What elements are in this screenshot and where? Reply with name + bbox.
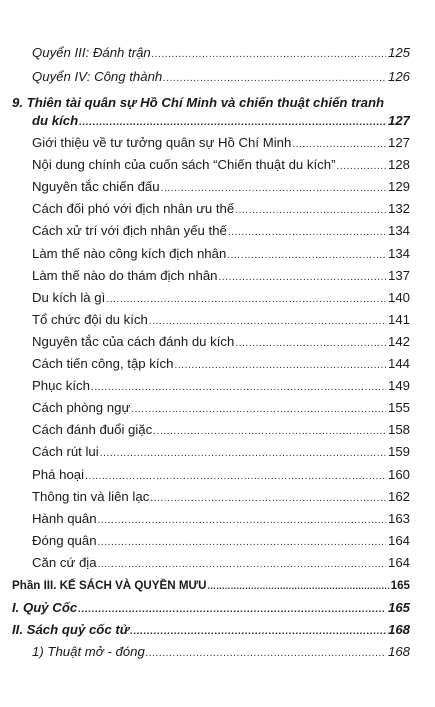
toc-entry-title: Nguyên tắc của cách đánh du kích [32,333,235,349]
toc-entry-title: Phần III. KẾ SÁCH VÀ QUYỀN MƯU [12,579,207,592]
toc-entry-quyen-4 [32,69,410,87]
toc-entry-title: du kích [32,113,79,128]
toc-entry-page: 134 [387,223,410,239]
toc-entry-title: Căn cứ địa [32,554,97,570]
toc-entry-title: Làm thế nào công kích địch nhân [32,245,227,261]
toc-entry-page: 142 [387,333,410,349]
toc-entry-title: Quyển IV: Công thành [32,69,163,84]
toc-leader-dots [227,248,386,264]
toc-entry-page: 160 [387,466,410,482]
toc-entry-title: Giới thiệu về tư tưởng quân sự Hồ Chí Minh [32,135,292,150]
toc-entry-page: 159 [387,444,410,460]
toc-entry [32,444,410,462]
toc-entry [32,312,410,330]
toc-entry [32,533,410,551]
chapter-9-title-line-1: 9. Thiên tài quân sự Hồ Chí Minh và chiến thuật chiến tranh [12,95,385,110]
toc-entry-page: 125 [387,45,410,60]
toc-leader-dots [208,578,389,594]
toc-leader-dots [228,225,386,241]
toc-entry-page: 164 [387,554,410,570]
toc-entry-page: 127 [387,113,410,128]
toc-entry-title: Du kích là gì [32,289,106,305]
toc-entry-page: 140 [387,289,410,305]
toc-entry-chapter-9 [32,113,410,131]
toc-entry [32,378,410,396]
toc-entry-page: 129 [387,179,410,195]
toc-entry-title: Phục kích [32,378,90,394]
toc-entry-page: 163 [387,510,410,526]
toc-entry [32,356,410,374]
toc-entry-page: 162 [387,488,410,504]
toc-entry-page: 132 [387,201,410,217]
toc-entry-page: 168 [387,622,410,637]
toc-entry-page: 165 [390,579,410,592]
toc-entry [32,179,410,197]
toc-entry-title: Cách rút lui [32,444,99,460]
toc-leader-dots [235,203,386,219]
toc-entry-title: Thông tin và liên lạc [32,488,150,504]
toc-leader-dots [174,358,386,374]
toc-entry-title: Quyển III: Đánh trận [32,45,151,60]
toc-leader-dots [153,424,386,440]
toc-entry [32,201,410,219]
toc-leader-dots [235,336,386,352]
toc-entry-page: 144 [387,356,410,371]
toc-entry-page: 155 [387,400,410,416]
toc-entry-title: Tổ chức đội du kích [32,311,148,327]
toc-leader-dots [161,181,386,197]
toc-entry-sach-quy-coc-tu [12,622,410,640]
toc-entry-title: Cách đánh đuổi giặc [32,422,153,438]
toc-leader-dots [106,292,386,308]
toc-leader-dots [91,380,386,396]
toc-leader-dots [100,446,386,462]
toc-entry-page: 127 [387,135,410,150]
toc-leader-dots [98,513,386,529]
toc-entry-title: Cách xử trí với địch nhân yếu thế [32,223,227,239]
toc-entry-title: 1) Thuật mở - đóng [32,644,145,659]
toc-leader-dots [98,535,386,551]
toc-entry-title: I. Quỷ Cốc [12,600,78,615]
toc-entry-page: 165 [387,600,410,615]
toc-entry [32,400,410,418]
toc-entry-part-3 [12,578,410,594]
toc-leader-dots [78,602,386,618]
toc-entry [32,268,410,286]
toc-entry [32,157,410,175]
toc-entry-title: Hành quân [32,510,97,526]
toc-entry-page: 137 [387,267,410,283]
toc-entry [32,334,410,352]
toc-entry-title: II. Sách quỷ cốc tử [12,622,130,637]
toc-leader-dots [292,137,386,153]
toc-entry-page: 149 [387,378,410,394]
toc-leader-dots [337,159,386,175]
toc-leader-dots [131,402,386,418]
toc-entry [32,511,410,529]
toc-leader-dots [130,624,386,640]
toc-entry [32,246,410,264]
toc-entry-title: Nguyên tắc chiến đấu [32,179,160,195]
toc-entry [32,223,410,241]
toc-entry-title: Phá hoại [32,466,85,482]
toc-entry-title: Đóng quân [32,532,97,548]
toc-entry [32,135,410,153]
toc-entry-page: 134 [387,245,410,261]
toc-entry-page: 158 [387,422,410,438]
toc-leader-dots [163,71,386,87]
toc-entry-title: Làm thế nào do thám địch nhân [32,267,218,283]
toc-leader-dots [79,115,386,131]
toc-entry [32,467,410,485]
toc-entry-page: 126 [387,69,410,84]
toc-entry-thuat-mo-dong [32,644,410,662]
toc-leader-dots [146,646,386,662]
toc-entry-quy-coc [12,600,410,618]
toc-entry [32,422,410,440]
toc-leader-dots [98,557,386,573]
toc-entry [32,290,410,308]
toc-entry-page: 128 [387,157,410,173]
toc-leader-dots [152,47,386,63]
toc-entry-title: Cách tiến công, tập kích [32,356,174,371]
toc-entry-page: 141 [387,311,410,327]
toc-entry-page: 164 [387,532,410,548]
toc-entry [32,555,410,573]
toc-entry-title: Cách đối phó với địch nhân ưu thế [32,201,235,217]
toc-entry-title: Cách phòng ngự [32,400,131,416]
toc-leader-dots [219,270,386,286]
toc-entry-page: 168 [387,644,410,659]
toc-entry-quyen-3 [32,45,410,63]
toc-leader-dots [150,491,386,507]
toc-entry-title: Nội dung chính của cuốn sách “Chiến thuật du kích” [32,157,336,173]
toc-leader-dots [149,314,386,330]
toc-entry [32,489,410,507]
toc-leader-dots [85,469,386,485]
